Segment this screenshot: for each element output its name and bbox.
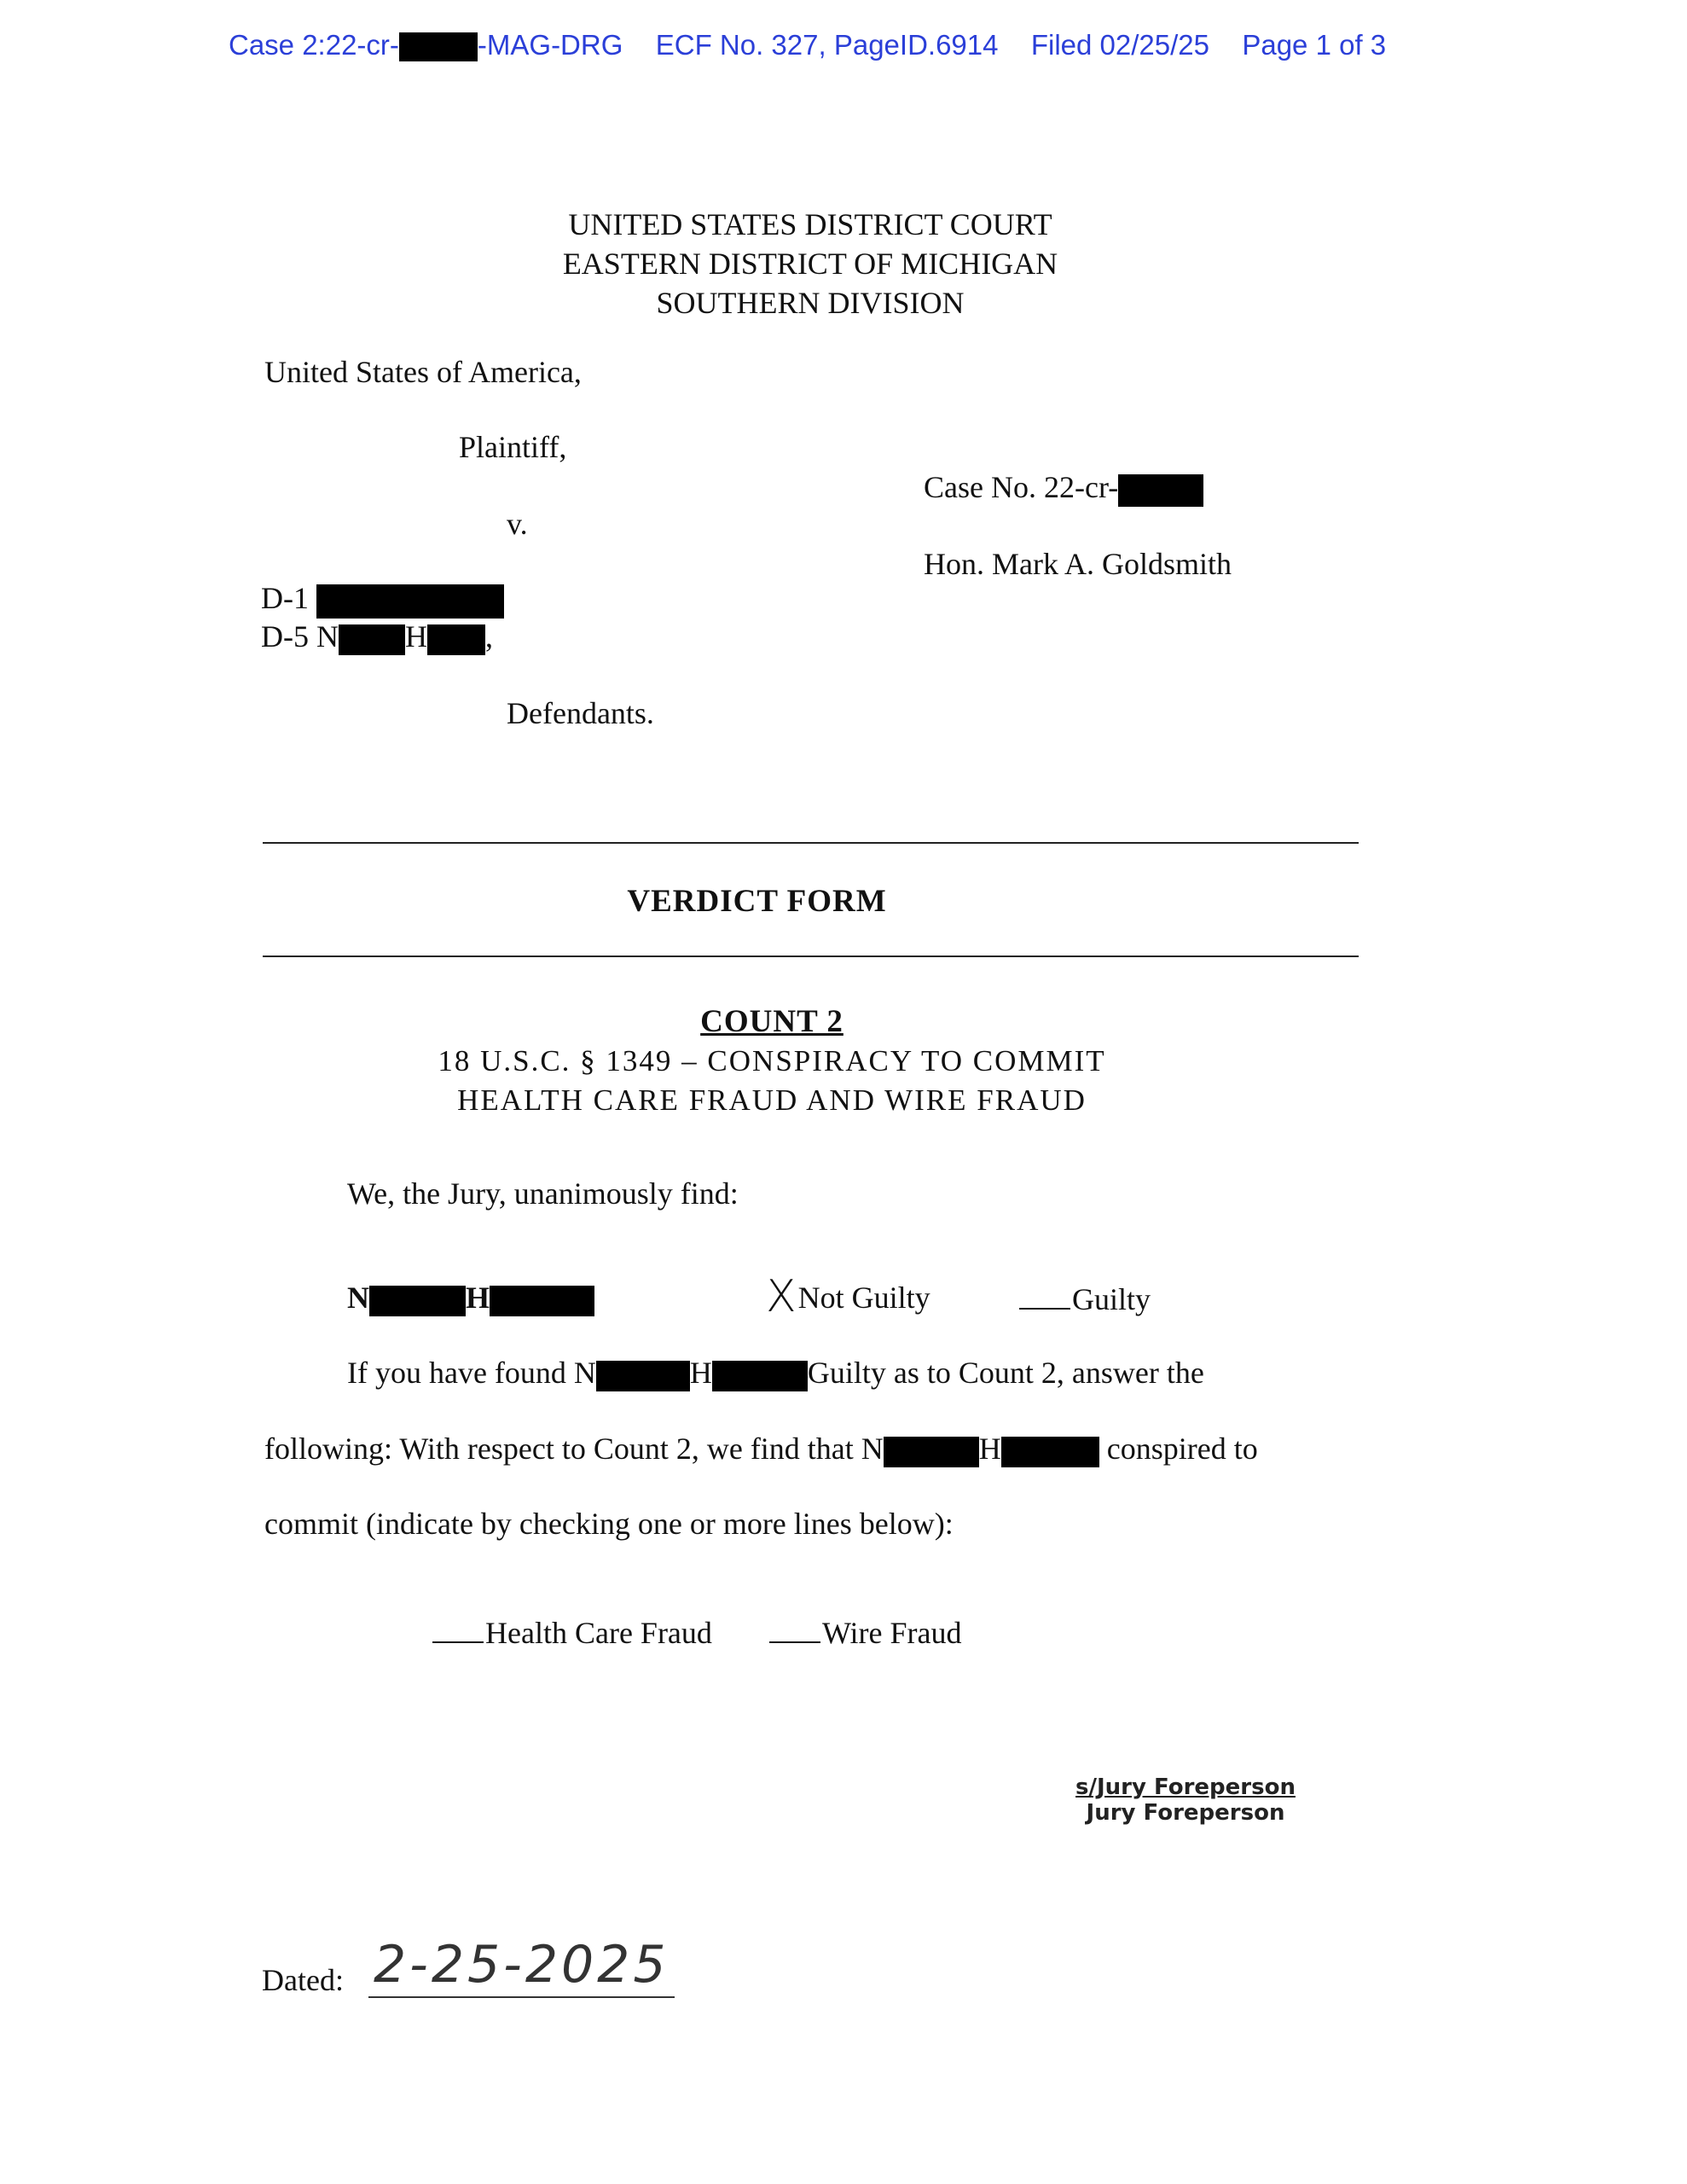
versus: v. <box>507 507 528 541</box>
dated-label: Dated: <box>262 1963 344 1997</box>
defendant-5-prefix: D-5 N <box>261 619 339 653</box>
redaction-bar <box>1001 1437 1099 1467</box>
case-number-suffix: -MAG-DRG <box>477 29 623 61</box>
defendant-1-prefix: D-1 <box>261 581 309 615</box>
plaintiff-role: Plaintiff, <box>459 430 567 464</box>
redaction-bar <box>1118 474 1203 507</box>
defendant-5-mid: H <box>404 619 427 653</box>
followup-text: conspired to <box>1106 1432 1258 1466</box>
redaction-bar <box>369 1286 466 1316</box>
defendants-role: Defendants. <box>507 696 654 730</box>
redaction-bar <box>427 624 485 655</box>
defendant-1 <box>261 580 504 619</box>
health-care-fraud-option[interactable] <box>432 1615 712 1651</box>
guilty-blank-line <box>1019 1308 1070 1310</box>
dated-value: 2-25-2025 <box>368 1935 675 1998</box>
redaction-bar <box>339 624 405 655</box>
guilty-option[interactable] <box>1019 1281 1151 1317</box>
followup-line-1 <box>347 1355 1204 1391</box>
court-line-3: SOUTHERN DIVISION <box>656 286 965 320</box>
signature-block <box>1058 1774 1313 1826</box>
redaction-bar <box>884 1437 979 1467</box>
x-mark-icon: X <box>766 1271 797 1322</box>
signature-title: Jury Foreperson <box>1086 1800 1285 1826</box>
divider-top <box>263 842 1359 844</box>
court-heading <box>0 205 1620 322</box>
judge-name: Hon. Mark A. Goldsmith <box>924 547 1232 581</box>
defendant-initial-n: N <box>347 1281 369 1315</box>
divider-bottom <box>263 956 1359 957</box>
defendant-finding-name <box>347 1280 594 1316</box>
not-guilty-option[interactable] <box>766 1271 930 1322</box>
redaction-bar <box>316 584 504 619</box>
count-block <box>0 1002 1544 1120</box>
redaction-bar <box>490 1286 594 1316</box>
filed-date: Filed 02/25/25 <box>1030 29 1209 61</box>
followup-line-2 <box>264 1431 1258 1467</box>
signature-line: s/Jury Foreperson <box>1075 1774 1296 1800</box>
ecf-header <box>229 29 1386 61</box>
redaction-bar <box>399 32 478 61</box>
plaintiff-name: United States of America, <box>264 355 582 389</box>
defendant-5-end: , <box>484 619 493 653</box>
health-care-fraud-blank-line <box>432 1641 484 1643</box>
court-line-2: EASTERN DISTRICT OF MICHIGAN <box>562 247 1058 281</box>
form-title: VERDICT FORM <box>627 884 887 919</box>
redaction-bar <box>596 1361 690 1391</box>
guilty-label: Guilty <box>1072 1282 1151 1316</box>
followup-text: following: With respect to Count 2, we find that N <box>264 1432 884 1466</box>
court-line-1: UNITED STATES DISTRICT COURT <box>568 207 1052 241</box>
count-title: COUNT 2 <box>700 1004 844 1039</box>
statute-line-2: HEALTH CARE FRAUD AND WIRE FRAUD <box>457 1083 1087 1117</box>
defendant-initial-h: H <box>466 1281 490 1315</box>
case-number-prefix: Case 2:22-cr- <box>229 29 399 61</box>
followup-text: H <box>689 1356 712 1390</box>
health-care-fraud-label: Health Care Fraud <box>485 1616 712 1650</box>
redaction-bar <box>712 1361 808 1391</box>
not-guilty-label: Not Guilty <box>797 1281 930 1315</box>
case-number-label: Case No. 22-cr- <box>924 470 1119 504</box>
finding-intro: We, the Jury, unanimously find: <box>347 1176 739 1211</box>
wire-fraud-option[interactable] <box>769 1615 962 1651</box>
followup-line-3: commit (indicate by checking one or more lines below): <box>264 1507 954 1541</box>
case-number <box>924 469 1203 507</box>
followup-text: If you have found N <box>347 1356 596 1390</box>
followup-text: H <box>978 1432 1001 1466</box>
page-count: Page 1 of 3 <box>1242 29 1387 61</box>
wire-fraud-label: Wire Fraud <box>822 1616 962 1650</box>
followup-text: Guilty as to Count 2, answer the <box>807 1356 1204 1390</box>
statute-line-1: 18 U.S.C. § 1349 – CONSPIRACY TO COMMIT <box>438 1044 1106 1077</box>
ecf-number: ECF No. 327, <box>655 29 826 61</box>
defendant-5 <box>261 619 493 655</box>
page-id: PageID.6914 <box>833 29 999 61</box>
wire-fraud-blank-line <box>769 1641 820 1643</box>
